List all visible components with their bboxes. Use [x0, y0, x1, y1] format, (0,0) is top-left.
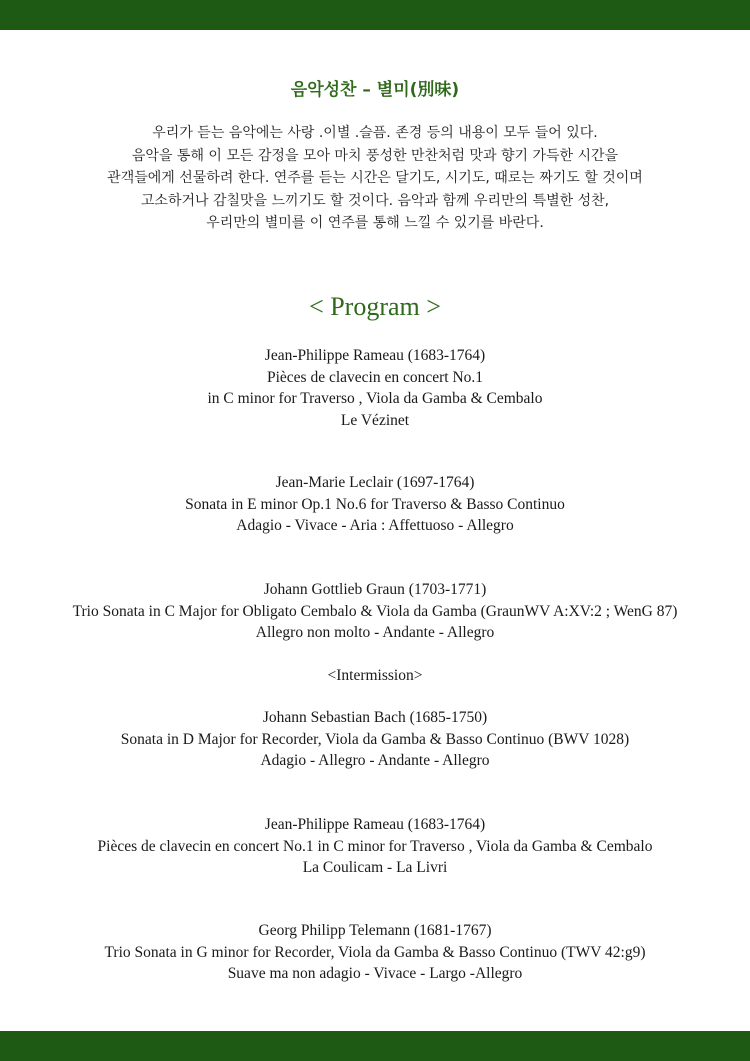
composer-line: Jean-Marie Leclair (1697-1764) [275, 474, 475, 491]
program-item-rameau-2 [0, 814, 750, 879]
program-item-leclair [0, 472, 750, 537]
work-line: Sonata in E minor Op.1 No.6 for Traverso & Basso Continuo [185, 495, 565, 513]
intro-line: 관객들에게 선물하려 한다. 연주를 듣는 시간은 달기도, 시기도, 때로는 짜기도 할 것이며 [107, 170, 643, 186]
composer-line: Johann Gottlieb Graun (1703-1771) [263, 581, 487, 598]
composer-line: Georg Philipp Telemann (1681-1767) [258, 922, 492, 939]
movement-line: Le Vézinet [340, 411, 410, 429]
program-item-telemann [0, 920, 750, 985]
program-item-graun [0, 579, 750, 644]
intro-line: 음악을 통해 이 모든 감정을 모아 마치 풍성한 만찬처럼 맛과 향기 가득한 시간을 [131, 147, 619, 164]
work-line: Trio Sonata in C Major for Obligato Cembalo & Viola da Gamba (GraunWV A:XV:2 ; WenG 87) [72, 602, 678, 620]
work-line: in C minor for Traverso , Viola da Gamba & Cembalo [207, 390, 543, 407]
work-line: Pièces de clavecin en concert No.1 in C minor for Traverso , Viola da Gamba & Cembalo [97, 837, 653, 855]
top-banner [0, 0, 750, 30]
program-heading: < Program > [309, 292, 441, 321]
composer-line: Jean-Philippe Rameau (1683-1764) [264, 347, 486, 364]
movement-line: La Coulicam - La Livri [302, 859, 448, 876]
movement-line: Allegro non molto - Andante - Allegro [255, 624, 495, 641]
bottom-banner [0, 1031, 750, 1061]
page-title: 음악성찬 – 별미(別味) [290, 80, 460, 100]
intro-line: 우리만의 별미를 이 연주를 통해 느낄 수 있기를 바란다. [206, 215, 544, 231]
program-item-rameau-1 [0, 345, 750, 431]
movement-line: Suave ma non adagio - Vivace - Largo -Allegro [227, 965, 523, 982]
movement-line: Adagio - Allegro - Andante - Allegro [260, 752, 490, 769]
work-line: Sonata in D Major for Recorder, Viola da Gamba & Basso Continuo (BWV 1028) [120, 730, 630, 748]
intermission-label [0, 665, 750, 687]
intro-line: 고소하거나 감칠맛을 느끼기도 할 것이다. 음악과 함께 우리만의 특별한 성찬, [140, 192, 610, 209]
work-line: Pièces de clavecin en concert No.1 [266, 368, 484, 386]
intermission-text: <Intermission> [327, 667, 423, 684]
intro-line: 우리가 듣는 음악에는 사랑 .이별 .슬픔. 존경 등의 내용이 모두 들어 있다. [152, 125, 598, 141]
intro-paragraph [0, 122, 750, 235]
composer-line: Jean-Philippe Rameau (1683-1764) [264, 816, 486, 833]
work-line: Trio Sonata in G minor for Recorder, Viola da Gamba & Basso Continuo (TWV 42:g9) [104, 943, 646, 961]
composer-line: Johann Sebastian Bach (1685-1750) [262, 709, 488, 726]
movement-line: Adagio - Vivace - Aria : Affettuoso - Allegro [236, 517, 514, 534]
program-item-bach [0, 707, 750, 772]
